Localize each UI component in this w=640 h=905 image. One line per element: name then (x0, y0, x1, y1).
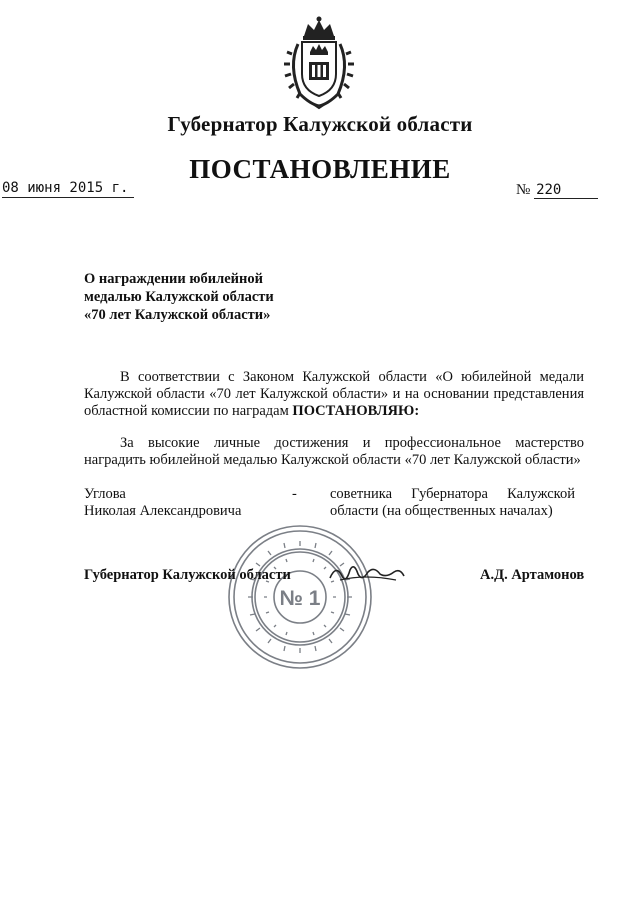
subject-line: «70 лет Калужской области» (84, 307, 271, 323)
position-word: советника (330, 486, 393, 502)
subject-line: медалью Калужской области (84, 289, 274, 305)
document-date: 08 июня 2015 г. (2, 180, 134, 198)
subject-block (84, 270, 284, 324)
awardee-given-names: Николая Александровича (84, 503, 242, 519)
awardee-dash: - (292, 486, 297, 502)
document-number (516, 182, 598, 199)
awardee-position (330, 486, 575, 520)
issuer-title: Губернатор Калужской области (167, 112, 473, 136)
resolution-keyword: ПОСТАНОВЛЯЮ: (292, 403, 420, 419)
preamble-paragraph (84, 369, 584, 420)
number-value: 220 (534, 182, 598, 199)
position-word: Калужской (507, 486, 575, 502)
award-text: За высокие личные достижения и профессиональное мастерство наградить юбилейной медалью Калужской области «70 лет Калужской области» (84, 435, 584, 468)
signatory-name: А.Д. Артамонов (480, 567, 585, 583)
awardee-name (84, 486, 241, 520)
stamp-number: № 1 (279, 587, 321, 610)
award-paragraph (84, 435, 584, 469)
document-type-heading: ПОСТАНОВЛЕНИЕ (189, 154, 451, 184)
handwritten-signature (326, 560, 406, 586)
subject-line: О награждении юбилейной (84, 271, 263, 287)
official-round-stamp-icon (226, 523, 374, 671)
number-sign: № (516, 182, 531, 198)
signatory-position: Губернатор Калужской области (84, 567, 291, 583)
awardee-surname: Углова (84, 486, 126, 502)
position-line: области (на общественных началах) (330, 503, 553, 519)
preamble-text: В соответствии с Законом Калужской области «О юбилейной медали Калужской области «70 лет Калужской области» и на основании представления областной комиссии по наградам (84, 369, 584, 419)
kaluga-coat-of-arms-icon (280, 14, 358, 110)
position-word: Губернатора (411, 486, 488, 502)
